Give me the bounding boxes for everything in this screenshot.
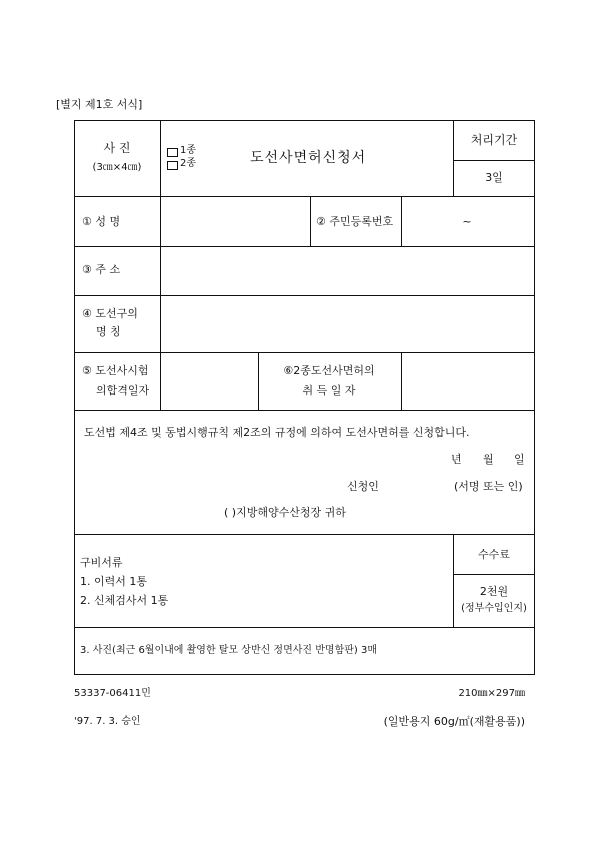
column-divider (258, 352, 259, 410)
date-day: 일 (514, 453, 525, 466)
column-divider (401, 352, 402, 410)
document-item-1: 1. 이력서 1통 (80, 575, 147, 588)
column-divider (453, 120, 454, 196)
processing-period-value: 3일 (485, 171, 503, 184)
approval-date: '97. 7. 3. 승인 (74, 716, 141, 727)
documents-title: 구비서류 (80, 556, 123, 569)
resident-id-value: ~ (462, 215, 472, 228)
date-month: 월 (483, 453, 494, 466)
column-divider (401, 196, 402, 246)
grade-1-label: 1종 (180, 145, 197, 156)
form-frame (74, 120, 535, 675)
form-title: 도선사면허신청서 (250, 150, 367, 166)
row-divider (74, 352, 535, 353)
photo-title: 사 진 (103, 141, 131, 155)
period-divider (453, 160, 535, 161)
signature-note: (서명 또는 인) (454, 480, 523, 493)
fee-label: 수수료 (478, 548, 510, 561)
processing-period-label: 처리기간 (470, 133, 518, 147)
grade-2-label: 2종 (180, 158, 197, 169)
column-divider (310, 196, 311, 246)
fee-note: (정부수입인지) (461, 603, 527, 614)
paper-size: 210㎜×297㎜ (458, 688, 525, 699)
name-label: ① 성 명 (82, 215, 121, 228)
pilot-area-label-line1: ④ 도선구의 (82, 307, 138, 320)
date-year: 년 (451, 453, 462, 466)
exam-date-label-line2: 의합격일자 (96, 384, 150, 397)
addressee: ( )지방해양수산청장 귀하 (224, 506, 346, 519)
row-divider (74, 627, 535, 628)
license-date-label-line1: ⑥2종도선사면허의 (283, 364, 375, 377)
row-divider (74, 196, 535, 197)
column-divider (453, 534, 454, 627)
grade-2-checkbox[interactable] (167, 161, 178, 170)
application-statement: 도선법 제4조 및 동법시행규칙 제2조의 규정에 의하여 도선사면허를 신청합니다. (84, 426, 470, 439)
resident-id-label: ② 주민등록번호 (316, 215, 394, 228)
row-divider (74, 410, 535, 411)
form-code: 53337-06411민 (74, 688, 151, 699)
row-divider (74, 295, 535, 296)
paper-spec: (일반용지 60g/㎡(재활용품)) (383, 715, 525, 728)
license-date-label-line2: 취 득 일 자 (302, 384, 356, 397)
photo-size: (3㎝×4㎝) (92, 162, 142, 173)
pilot-area-label-line2: 명 칭 (96, 325, 121, 338)
row-divider (74, 246, 535, 247)
document-item-3: 3. 사진(최근 6월이내에 촬영한 탈모 상반신 정면사진 반명함판) 3매 (80, 645, 377, 656)
fee-value: 2천원 (479, 585, 509, 598)
form-label: [별지 제1호 서식] (56, 98, 143, 111)
grade-1-checkbox[interactable] (167, 148, 178, 157)
exam-date-label-line1: ⑤ 도선사시험 (82, 364, 149, 377)
applicant-label: 신청인 (347, 480, 379, 493)
column-divider (160, 120, 161, 410)
address-label: ③ 주 소 (82, 263, 121, 276)
row-divider (74, 534, 535, 535)
fee-divider (453, 574, 535, 575)
document-item-2: 2. 신체검사서 1통 (80, 594, 169, 607)
